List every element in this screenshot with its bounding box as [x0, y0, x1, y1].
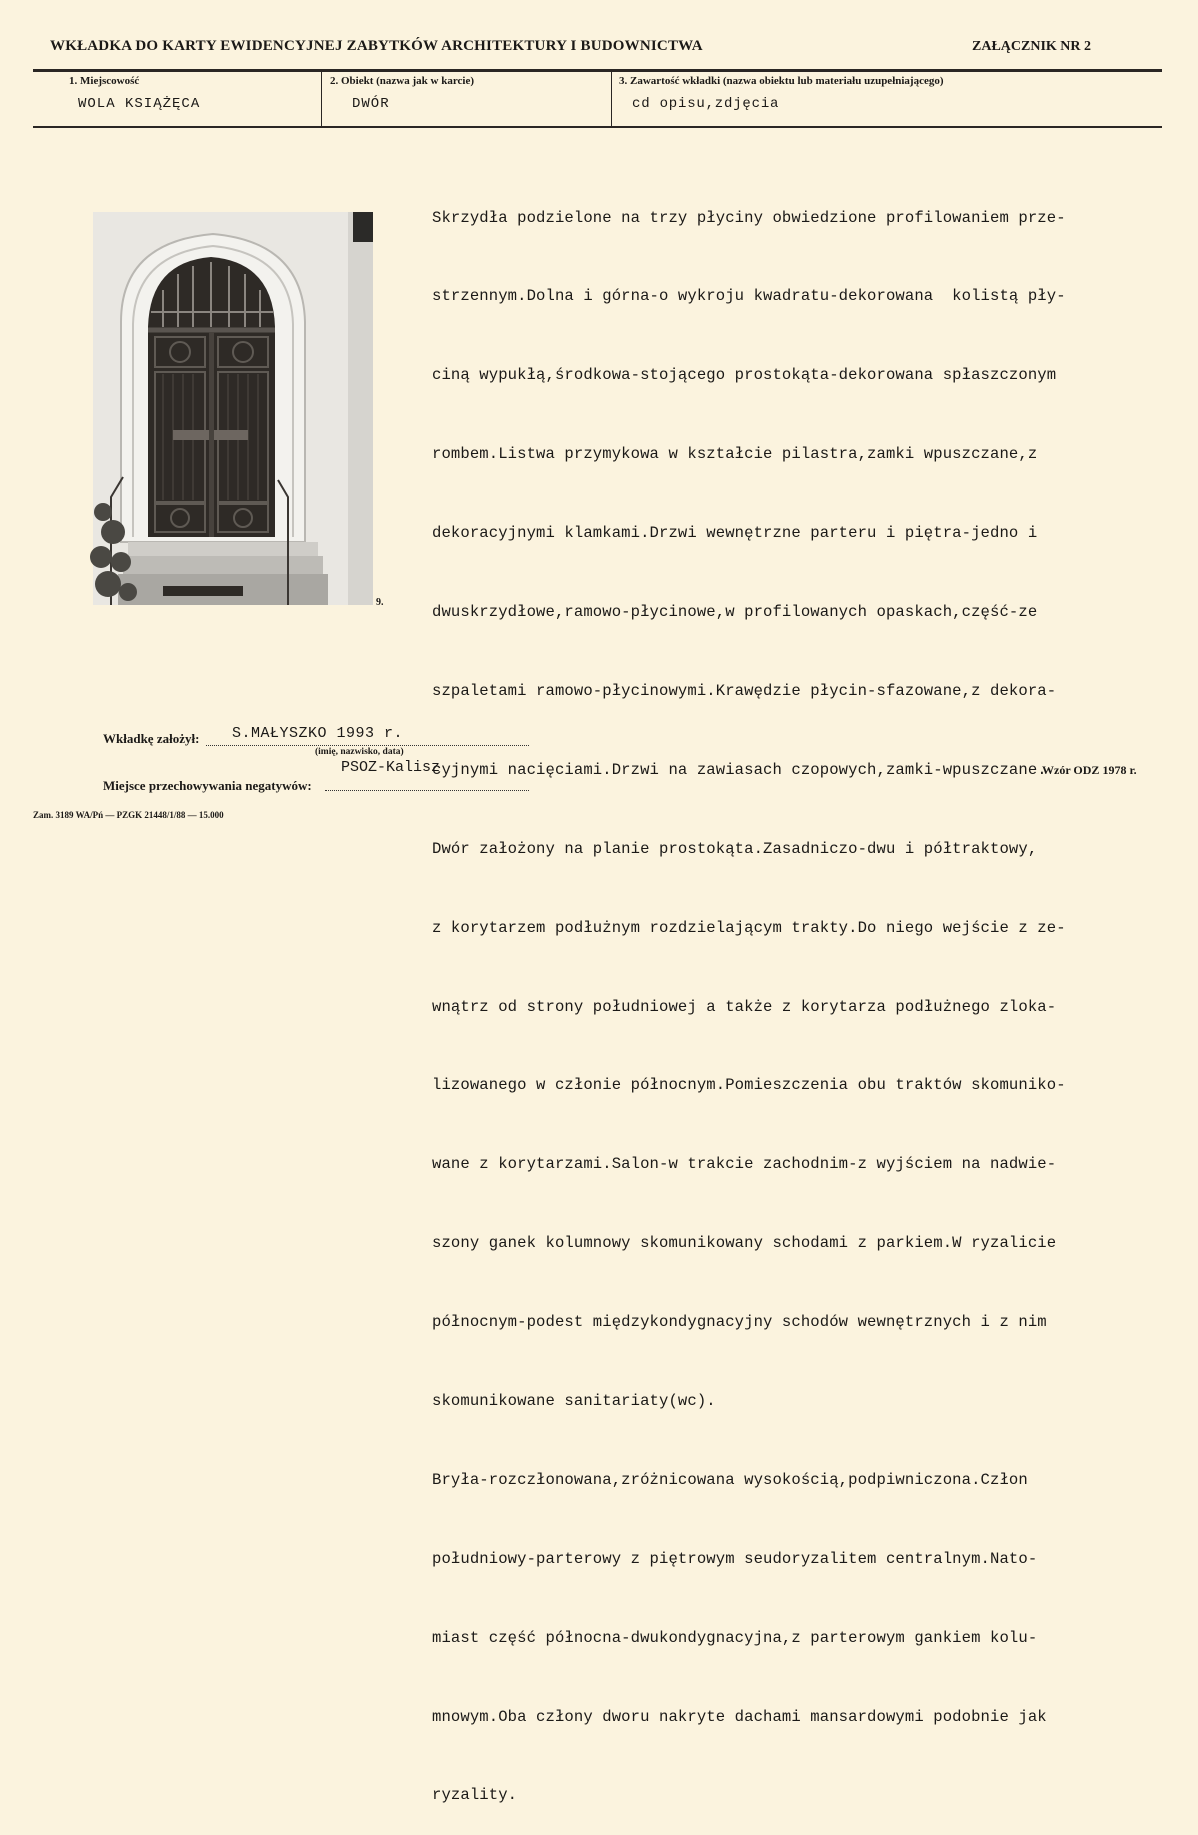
header-title: WKŁADKA DO KARTY EWIDENCYJNEJ ZABYTKÓW ARCHITEKTURY I BUDOWNICTWA: [50, 38, 703, 54]
founder-hint: (imię, nazwisko, data): [315, 747, 404, 757]
description-line: lizowanego w członie północnym.Pomieszczenia obu traktów skomuniko-: [432, 1076, 1066, 1095]
description-line: wane z korytarzami.Salon-w trakcie zachodnim-z wyjściem na nadwie-: [432, 1155, 1057, 1174]
description-line: wnątrz od strony południowej a także z korytarza podłużnego zloka-: [432, 997, 1057, 1016]
description-line: północnym-podest międzykondygnacyjny schodów wewnętrznych i z nim: [432, 1313, 1047, 1332]
bottom-rule: [33, 126, 1162, 128]
attachment-label: ZAŁĄCZNIK NR 2: [972, 39, 1092, 54]
description-line: ciną wypukłą,środkowa-stojącego prostokąta-dekorowana spłaszczonym: [432, 366, 1057, 385]
field-label-object: 2. Obiekt (nazwa jak w karcie): [330, 75, 475, 87]
description-line: Bryła-rozczłonowana,zróżnicowana wysokością,podpiwniczona.Człon: [432, 1470, 1028, 1489]
field-label-locality: 1. Miejscowość: [69, 75, 140, 87]
founder-label: Wkładkę założył:: [103, 731, 200, 746]
field-value-locality: WOLA KSIĄŻĘCA: [78, 96, 201, 112]
storage-label: Miejsce przechowywania negatywów:: [103, 778, 312, 793]
photo-number: 9.: [376, 597, 384, 608]
description-line: z korytarzem podłużnym rozdzielającym trakty.Do niego wejście z ze-: [432, 918, 1066, 937]
description-line: szony ganek kolumnowy skomunikowany schodami z parkiem.W ryzalicie: [432, 1234, 1057, 1253]
print-info: Zam. 3189 WA/Pń — PZGK 21448/1/88 — 15.000: [33, 810, 224, 820]
description-line: Dwór założony na planie prostokąta.Zasadniczo-dwu i półtraktowy,: [432, 839, 1038, 858]
top-rule: [33, 69, 1162, 72]
field-divider-2: [611, 71, 612, 126]
pattern-label: Wzór ODZ 1978 r.: [1042, 763, 1137, 777]
description-line: południowy-parterowy z piętrowym seudoryzalitem centralnym.Nato-: [432, 1549, 1038, 1568]
arched-door-photo-icon: [93, 212, 373, 605]
founder-value: S.MAŁYSZKO 1993 r.: [232, 725, 404, 742]
storage-value: PSOZ-Kalisz: [341, 759, 441, 776]
description-line: rombem.Listwa przymykowa w kształcie pilastra,zamki wpuszczane,z: [432, 445, 1038, 464]
description-line: skomunikowane sanitariaty(wc).: [432, 1391, 716, 1410]
description-line: dwuskrzydłowe,ramowo-płycinowe,w profilowanych opaskach,część-ze: [432, 603, 1038, 622]
description-line: strzennym.Dolna i górna-o wykroju kwadratu-dekorowana kolistą pły-: [432, 287, 1066, 306]
field-label-contents: 3. Zawartość wkładki (nazwa obiektu lub materiału uzupełniającego): [619, 75, 944, 87]
description-line: Skrzydła podzielone na trzy płyciny obwiedzione profilowaniem prze-: [432, 208, 1066, 227]
description-line: mnowym.Oba człony dworu nakryte dachami mansardowymi podobnie jak: [432, 1707, 1047, 1726]
description-line: szpaletami ramowo-płycinowymi.Krawędzie płycin-sfazowane,z dekora-: [432, 681, 1057, 700]
founder-dotted-line: [206, 745, 529, 746]
field-value-contents: cd opisu,zdjęcia: [632, 96, 780, 112]
field-divider-1: [321, 71, 322, 126]
description-line: cyjnymi nacięciami.Drzwi na zawiasach czopowych,zamki-wpuszczane.: [432, 760, 1047, 779]
description-line: ryzality.: [432, 1786, 518, 1805]
description-text: [432, 152, 1172, 1835]
storage-dotted-line: [325, 790, 529, 791]
description-line: miast część północna-dwukondygnacyjna,z parterowym gankiem kolu-: [432, 1628, 1038, 1647]
door-photo: [93, 212, 373, 605]
description-line: dekoracyjnymi klamkami.Drzwi wewnętrzne parteru i piętra-jedno i: [432, 524, 1038, 543]
field-value-object: DWÓR: [352, 96, 390, 112]
